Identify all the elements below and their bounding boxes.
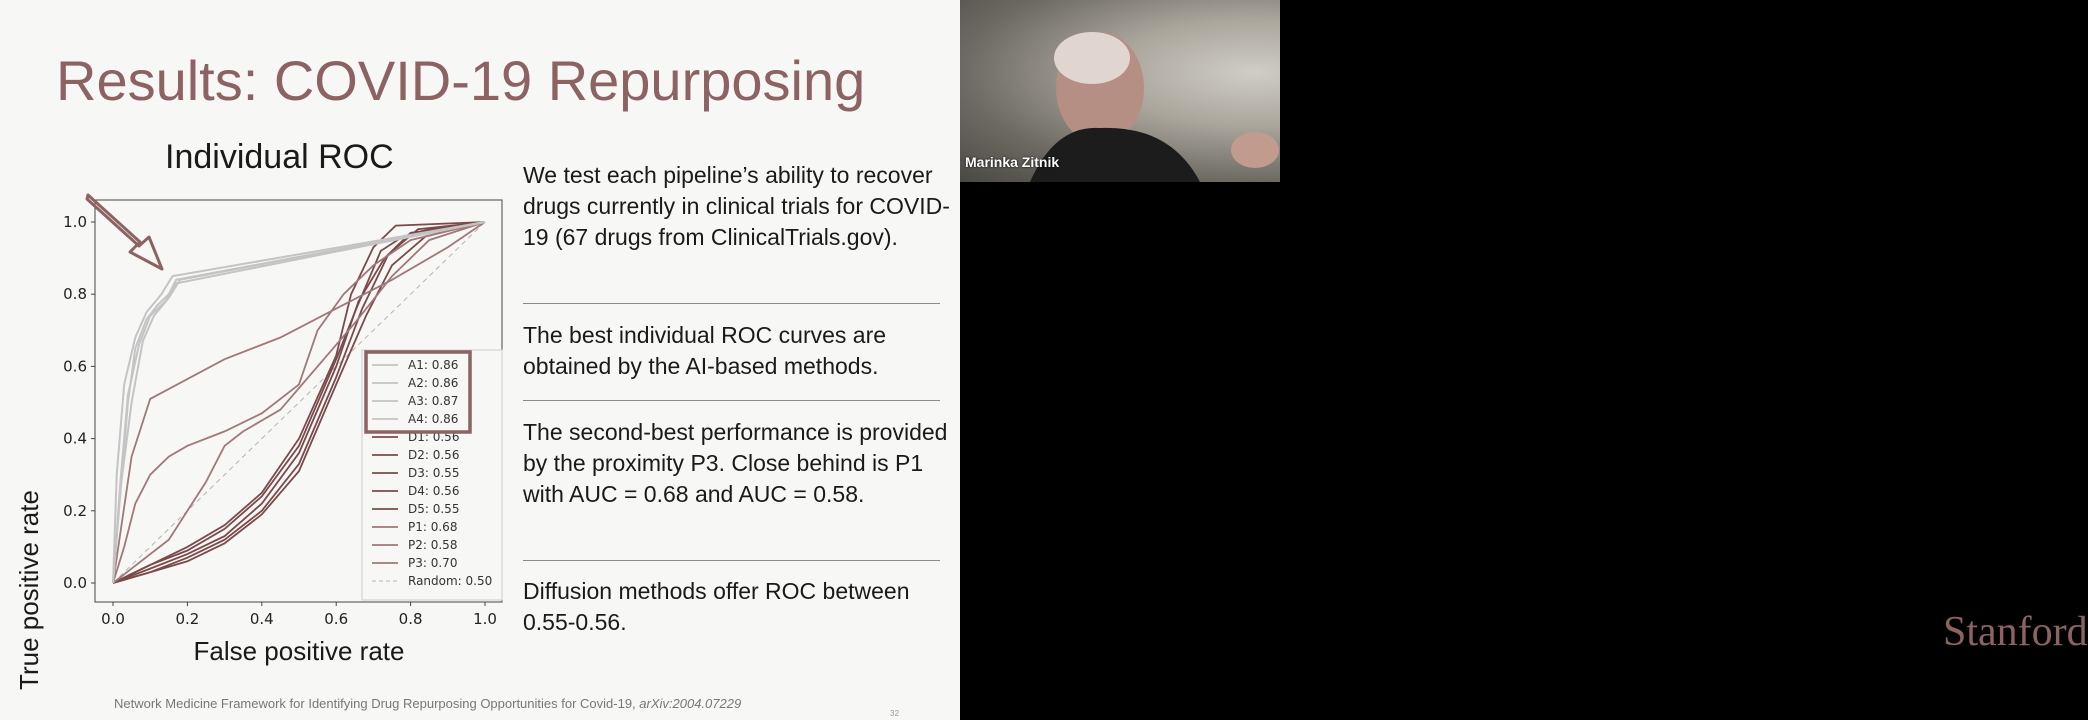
legend-entry: D1: 0.56 — [408, 430, 460, 444]
x-tick-label: 1.0 — [473, 610, 497, 628]
slide — [0, 0, 960, 720]
pointer-arrow-icon — [87, 195, 162, 269]
legend-entry: P1: 0.68 — [408, 520, 458, 534]
webcam-panel — [960, 0, 2088, 720]
x-tick-label: 0.0 — [101, 610, 125, 628]
stanford-watermark: Stanford — [1943, 609, 2088, 655]
x-tick-label: 0.2 — [175, 610, 200, 628]
legend-entry: D3: 0.55 — [408, 466, 460, 480]
participant-name: Marinka Zitnik — [965, 154, 1060, 170]
citation — [114, 696, 741, 711]
legend-entry: D5: 0.55 — [408, 502, 460, 516]
bullet-text: Diffusion methods offer ROC between 0.55-0.56. — [523, 578, 910, 635]
y-tick-label: 0.2 — [63, 501, 87, 520]
roc-chart — [0, 180, 520, 690]
citation-reference: arXiv:2004.07229 — [639, 696, 742, 711]
y-tick-label: 0.8 — [63, 285, 87, 304]
slide-title: Results: COVID-19 Repurposing — [56, 49, 866, 112]
x-tick-label: 0.4 — [249, 610, 274, 628]
participant-video[interactable] — [960, 0, 1280, 182]
divider — [523, 303, 940, 304]
y-tick-label: 0.0 — [63, 574, 87, 592]
legend-entry: Random: 0.50 — [408, 574, 493, 588]
page-number: 32 — [890, 709, 899, 718]
x-tick-label: 0.8 — [398, 610, 423, 628]
legend-entry: A1: 0.86 — [408, 358, 459, 372]
x-tick-label: 0.6 — [324, 610, 349, 628]
legend-entry: P2: 0.58 — [408, 538, 458, 552]
bullet-text: The second-best performance is provided by the proximity P3. Close behind is P1 with AUC = 0.68 and AUC = 0.58. — [523, 419, 948, 507]
divider — [523, 560, 940, 561]
legend-entry: D2: 0.56 — [408, 448, 460, 462]
legend-entry: A3: 0.87 — [408, 394, 459, 408]
bullet-text: We test each pipeline’s ability to recover drugs currently in clinical trials for COVID-19 (67 drugs from ClinicalTrials.gov). — [523, 162, 950, 250]
y-axis-label: True positive rate — [14, 490, 44, 690]
citation-text: Network Medicine Framework for Identifying Drug Repurposing Opportunities for Covid-19, — [114, 696, 640, 711]
bullet-text: The best individual ROC curves are obtained by the AI-based methods. — [523, 322, 887, 379]
legend-entry: A4: 0.86 — [408, 412, 459, 426]
y-tick-label: 0.4 — [63, 429, 87, 448]
divider — [523, 400, 940, 401]
legend-entry: P3: 0.70 — [408, 556, 458, 570]
y-tick-label: 0.6 — [63, 357, 87, 376]
x-axis-label: False positive rate — [193, 636, 405, 666]
chart-title: Individual ROC — [165, 138, 394, 176]
legend-entry: A2: 0.86 — [408, 376, 459, 390]
y-tick-label: 1.0 — [63, 213, 87, 231]
legend-entry: D4: 0.56 — [408, 484, 460, 498]
